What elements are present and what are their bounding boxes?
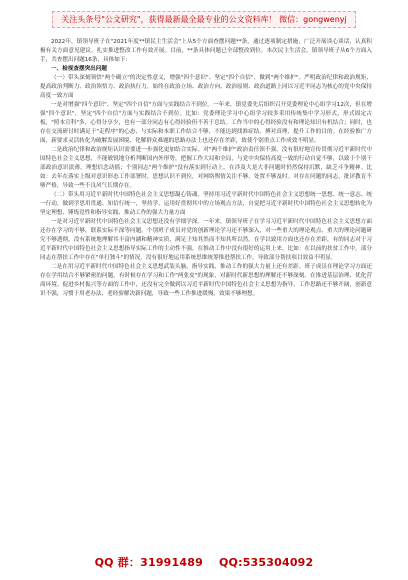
body-paragraph: 二是在用习近平新时代中国特色社会主义思想武装头脑、指导实践、推动工作的强大力量上还有差距。班子成员在理论学习方面还存在学用结合不够紧密的问题，有时候存在学习和工作"两张皮"的现象，对新时代新思想的理解还不够深刻。在推进基层治理、优化营商环境、促进乡村振兴等方面的工作中，还没有完全做到以习近平新时代中国特色社会主义思想为指导，工作思路还不够开阔，创新意识不强，习惯于用老办法、老经验解决新问题，导致一些工作推进缓慢，效果不够理想。 [40,264,372,297]
intro-paragraph: 2022年，镇领导班子在"2021年度**镇民主生活会"上从5个方面查摆问题**条，通过逐项制定措施，广泛开展谈心谈话，认真积极有关方面意见建议，扎实推进整改工作有效开展。目前，**条具体问题已全部整改到位。本次民主生活会，镇领导班子从6个方面入手，共查摆出问题16条，具体如下： [40,39,372,63]
section-heading: 一、检视查摆突出问题 [51,66,107,72]
banner-text: 关注头条号"公文研究"，获得最新最全最专业的公文资料库！ 微信：gongwenyj [52,11,356,28]
subsection-heading: （一）带头深刻领悟"两个确立"的决定性意义，增强"四个意识"、坚定"四个自信"、做到"两个维护"。严明政治纪律和政治规矩，提高政治判断力、政治领悟力、政治执行力，始终在政治立场、政治方向、政治原则、政治道路上同以习近平同志为核心的党中央保持高度一致方面 [40,75,372,99]
top-banner [0,8,408,30]
qq-group-text: QQ 群：31991489 [94,556,203,569]
body-paragraph: 二是政治纪律和政治规矩认识需要进一步强化更加结合实际。对"两个维护"政治责任领不强，没有很好地宣传贯彻习近平新时代中国特色社会主义思想，不能敏锐地分析判断国内外形势，把握工作大局和全局，与党中央保持高度一致的行动自觉不够，以致于个别干部政治意识淡薄，理想信念动摇；个别同志"两个维护"没有落实到行动上，在涉及大是大非问题时仍然保持沉默，缺乏斗争精神。比如：去年在落实上级对意识形态工作部署时，思想认识不到位，对网络舆情关注不够、处置不够及时。对存在问题的同志，批评教育不够严格，导致一些不良风气长期存在。 [40,147,372,189]
body-paragraph: 一是对增强"四个意识"、坚定"四个自信"方面与实践结合不到位。一年来，镇党委先后组织召开党委理论中心组学习12次，但在增强"四个意识"、坚定"四个自信"方面与实践结合不到位。比如：党委理论学习中心组学习较多采用传统集中学习形式，形式固定古板，"照本宣科"多，心得分享少，也有一部分同志有心得经验但不善于总结。工作当中的心得经验没有和理论知识有机结合；同时，也存在交流研讨时满足于"走程序"的心态，与实际和本职工作结合不够，不能达到找准症结、搏对真理、提升工作的目的。在经验推广方面，新要求灵活转化为破解发展困境、化解群众难题的思路办法上也还存在差距，致使个别重点工作成效不明显。 [40,102,372,144]
qq-contact-text: QQ:535304092 [219,556,314,569]
document-body [40,38,372,299]
subsection-heading: （二）带头用习近平新时代中国特色社会主义思想凝心铸魂，坚持用习近平新时代中国特色社会主义思想统一思想、统一意志、统一行动，做到学思用贯通、知信行统一，坚持学、运用好贯彻其中的立场观点方法，自觉把习近平新时代中国特色社会主义思想转化为坚定理想、锤炼党性和指导实践、推动工作的强大力量方面 [40,192,372,216]
body-paragraph: 一是对习近平新时代中国特色社会主义思想还没有学细学深。一年来，镇领导班子在学习习近平新时代中国特色社会主义思想方面还存在学习的不够，联系实际不深等问题。个别班子成员对党的创新理论学习还不够深入，对一些重大的理论观点、重大的理论问题研究不够透彻，没有系统地理解其丰富内涵和精神实质，满足于知其然而不知其所以然。在学以致用方面也还存在差距，有的同志对于习近平新时代中国特色社会主义思想指导实际工作的主动性不强，在推动工作中没有很好的运用上来。比如：在以前的扶贫工作中，部分同志在帮扶工作中存在"单打独斗"的情况，没有很好地运用系统思维统筹推进帮扶工作，导致部分帮扶项目效益不明显。 [40,219,372,261]
contact-footer [0,554,408,570]
